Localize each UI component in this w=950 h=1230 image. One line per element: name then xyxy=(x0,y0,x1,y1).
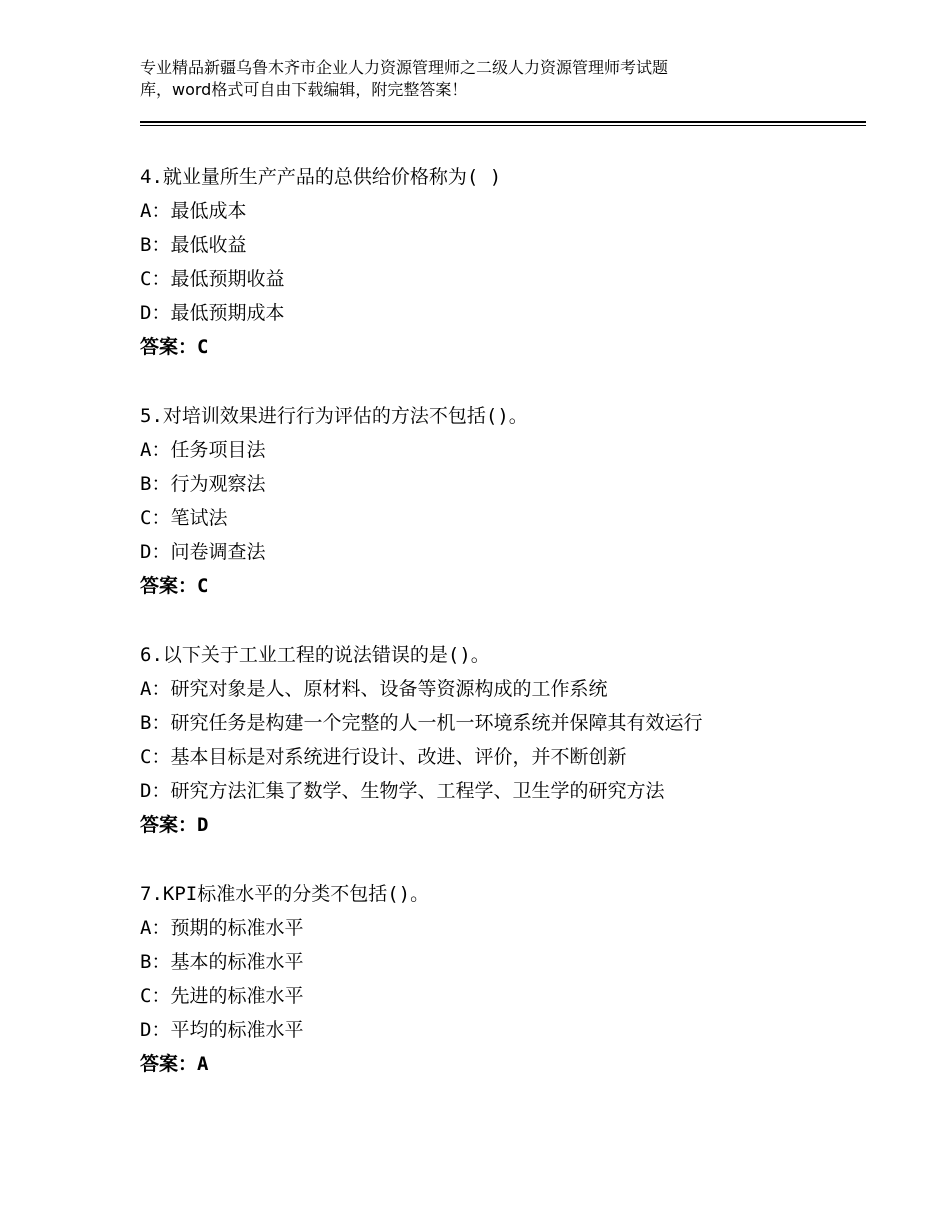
answer-label: 答案： xyxy=(140,1053,198,1075)
answer-line xyxy=(140,569,860,603)
header-divider-thick xyxy=(140,121,866,123)
answer-line xyxy=(140,808,860,842)
option-d: D：平均的标准水平 xyxy=(140,1019,304,1041)
option-d: D：问卷调查法 xyxy=(140,541,266,563)
answer-label: 答案： xyxy=(140,814,198,836)
option-c: C：笔试法 xyxy=(140,507,228,529)
option-b: B：行为观察法 xyxy=(140,473,266,495)
option-b: B：基本的标准水平 xyxy=(140,951,304,973)
question-4 xyxy=(140,160,860,399)
answer-value: A xyxy=(197,1053,209,1075)
option-d: D：最低预期成本 xyxy=(140,302,285,324)
option-a: A：任务项目法 xyxy=(140,439,266,461)
answer-label: 答案： xyxy=(140,336,198,358)
question-5 xyxy=(140,399,860,638)
option-c: C：先进的标准水平 xyxy=(140,985,304,1007)
option-a: A：最低成本 xyxy=(140,200,247,222)
question-6 xyxy=(140,638,860,877)
document-header xyxy=(140,57,820,101)
option-b: B：研究任务是构建一个完整的人一机一环境系统并保障其有效运行 xyxy=(140,712,703,734)
question-list xyxy=(140,160,860,1116)
header-title-line-2: 库，word格式可自由下载编辑，附完整答案！ xyxy=(140,80,468,99)
option-a: A：研究对象是人、原材料、设备等资源构成的工作系统 xyxy=(140,678,608,700)
header-title-line-1: 专业精品新疆乌鲁木齐市企业人力资源管理师之二级人力资源管理师考试题 xyxy=(140,58,669,77)
answer-line xyxy=(140,1047,860,1081)
answer-line xyxy=(140,330,860,364)
option-c: C：最低预期收益 xyxy=(140,268,285,290)
option-d: D：研究方法汇集了数学、生物学、工程学、卫生学的研究方法 xyxy=(140,780,665,802)
question-stem: 4.就业量所生产产品的总供给价格称为( ) xyxy=(140,166,502,188)
question-stem: 6.以下关于工业工程的说法错误的是()。 xyxy=(140,644,490,666)
answer-value: C xyxy=(197,336,209,358)
header-divider-thin xyxy=(140,125,866,126)
answer-label: 答案： xyxy=(140,575,198,597)
option-a: A：预期的标准水平 xyxy=(140,917,304,939)
question-7 xyxy=(140,877,860,1116)
question-stem: 5.对培训效果进行行为评估的方法不包括()。 xyxy=(140,405,528,427)
answer-value: C xyxy=(197,575,209,597)
answer-value: D xyxy=(197,814,209,836)
option-c: C：基本目标是对系统进行设计、改进、评价，并不断创新 xyxy=(140,746,627,768)
option-b: B：最低收益 xyxy=(140,234,247,256)
question-stem: 7.KPI标准水平的分类不包括()。 xyxy=(140,883,430,905)
